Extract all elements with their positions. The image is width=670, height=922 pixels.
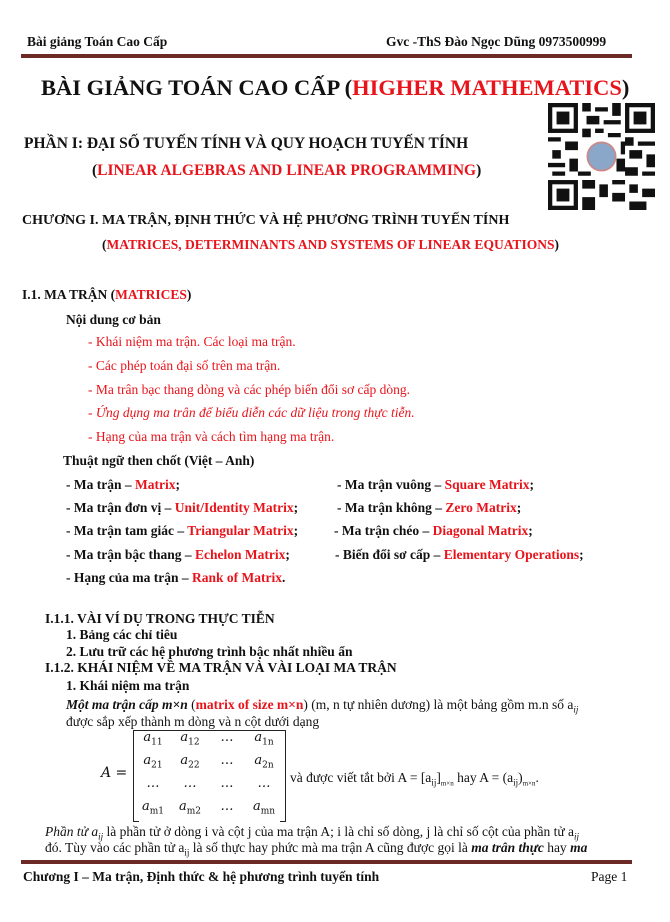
term-item: - Ma trận chéo – Diagonal Matrix;: [334, 523, 533, 538]
section-heading: I.1. MA TRẬN (MATRICES): [22, 287, 192, 302]
page-title: BÀI GIẢNG TOÁN CAO CẤP (HIGHER MATHEMATICS): [41, 75, 630, 100]
definition-line: được sắp xếp thành m dòng và n cột dưới dạng: [66, 714, 320, 729]
list-item: 1. Khái niệm ma trận: [66, 678, 190, 693]
matrix-cell: …: [146, 776, 160, 791]
footer-left: Chương I – Ma trận, Định thức & hệ phương trình tuyến tính: [23, 869, 380, 884]
matrix-cell: …: [257, 776, 271, 791]
page-number: Page 1: [591, 869, 628, 884]
term-item: - Hạng của ma trận – Rank of Matrix.: [66, 570, 286, 585]
term-item: - Ma trận vuông – Square Matrix;: [337, 477, 534, 492]
content-item: - Các phép toán đại số trên ma trận.: [88, 358, 281, 373]
term-item: - Ma trận tam giác – Triangular Matrix;: [66, 523, 299, 538]
content-item: - Ứng dụng ma trân để biểu diễn các dữ liệu trong thực tiễn.: [88, 405, 415, 420]
content-heading: Nội dung cơ bản: [66, 312, 161, 327]
matrix-cell: …: [220, 776, 234, 791]
header-right: Gvc -ThS Đào Ngọc Dũng 0973500999: [386, 34, 607, 49]
content-item: - Khái niệm ma trận. Các loại ma trận.: [88, 334, 296, 349]
matrix-notation: và được viết tắt bởi $A = [a_{ij}]_{m\times n}$ hay $A = (a_{ij})_{m\times n}$.: [290, 770, 539, 788]
part-subheading: (LINEAR ALGEBRAS AND LINEAR PROGRAMMING): [92, 162, 482, 179]
matrix-cell: …: [220, 730, 234, 745]
part-heading: PHẦN I: ĐẠI SỐ TUYẾN TÍNH VÀ QUY HOẠCH TUYẾN TÍNH: [24, 135, 469, 152]
matrix-cell: $a_{mn}$: [252, 799, 276, 817]
paragraph-line: Phần tử $a_{ij}$ là phần tử ở dòng i và cột j của ma trận A; i là chỉ số dòng, j là chỉ số cột của phần tử $a_{ij}$: [45, 824, 580, 842]
matrix-cell: $a_{m2}$: [178, 799, 202, 817]
term-item: - Ma trận – Matrix;: [66, 477, 180, 492]
list-item: 1. Bảng các chỉ tiêu: [66, 627, 178, 642]
content-item: - Ma trân bạc thang dòng và các phép biến đổi sơ cấp dòng.: [88, 382, 411, 397]
footer-rule: [21, 860, 632, 864]
matrix-cell: $a_{1n}$: [254, 730, 274, 748]
subsection-heading: I.1.1. VÀI VÍ DỤ TRONG THỰC TIỄN: [45, 611, 275, 626]
qr-code-icon: [548, 103, 655, 210]
matrix-cell: $a_{11}$: [143, 730, 163, 748]
matrix-cell: $a_{22}$: [180, 753, 200, 771]
content-item: - Hạng của ma trận và cách tìm hạng ma trận.: [88, 429, 335, 444]
definition-line: Một ma trận cấp m×n (matrix of size m×n) (m, n tự nhiên dương) là một bảng gồm m.n số $a_{ij}$: [66, 697, 579, 715]
paragraph-line: đó. Tùy vào các phần tử $a_{ij}$ là số thực hay phức mà ma trận A cũng được gọi là ma trân thực hay ma: [45, 840, 588, 858]
matrix-cell: …: [183, 776, 197, 791]
terms-heading: Thuật ngữ then chốt (Việt – Anh): [63, 453, 255, 468]
matrix-cell: …: [220, 799, 234, 814]
matrix-cell: $a_{21}$: [143, 753, 163, 771]
list-item: 2. Lưu trữ các hệ phương trình bậc nhất nhiều ẩn: [66, 644, 353, 659]
matrix-lhs: A =: [101, 765, 128, 781]
term-item: - Ma trận bậc thang – Echelon Matrix;: [66, 547, 290, 562]
subsection-heading: I.1.2. KHÁI NIỆM VỀ MA TRẬN VÀ VÀI LOẠI MA TRẬN: [45, 660, 397, 675]
header-left: Bài giảng Toán Cao Cấp: [27, 34, 168, 49]
matrix-cell: …: [220, 753, 234, 768]
chapter-heading: CHƯƠNG I. MA TRẬN, ĐỊNH THỨC VÀ HỆ PHƯƠNG TRÌNH TUYẾN TÍNH: [22, 213, 510, 228]
matrix-cell: $a_{2n}$: [254, 753, 274, 771]
term-item: - Ma trận đơn vị – Unit/Identity Matrix;: [66, 500, 299, 515]
term-item: - Ma trận không – Zero Matrix;: [337, 500, 522, 515]
matrix-cell: $a_{m1}$: [141, 799, 165, 817]
header-rule: [21, 54, 632, 58]
term-item: - Biến đổi sơ cấp – Elementary Operations;: [335, 547, 584, 562]
matrix-cell: $a_{12}$: [180, 730, 200, 748]
matrix: [133, 730, 286, 822]
chapter-subheading: (MATRICES, DETERMINANTS AND SYSTEMS OF LINEAR EQUATIONS): [102, 237, 559, 252]
